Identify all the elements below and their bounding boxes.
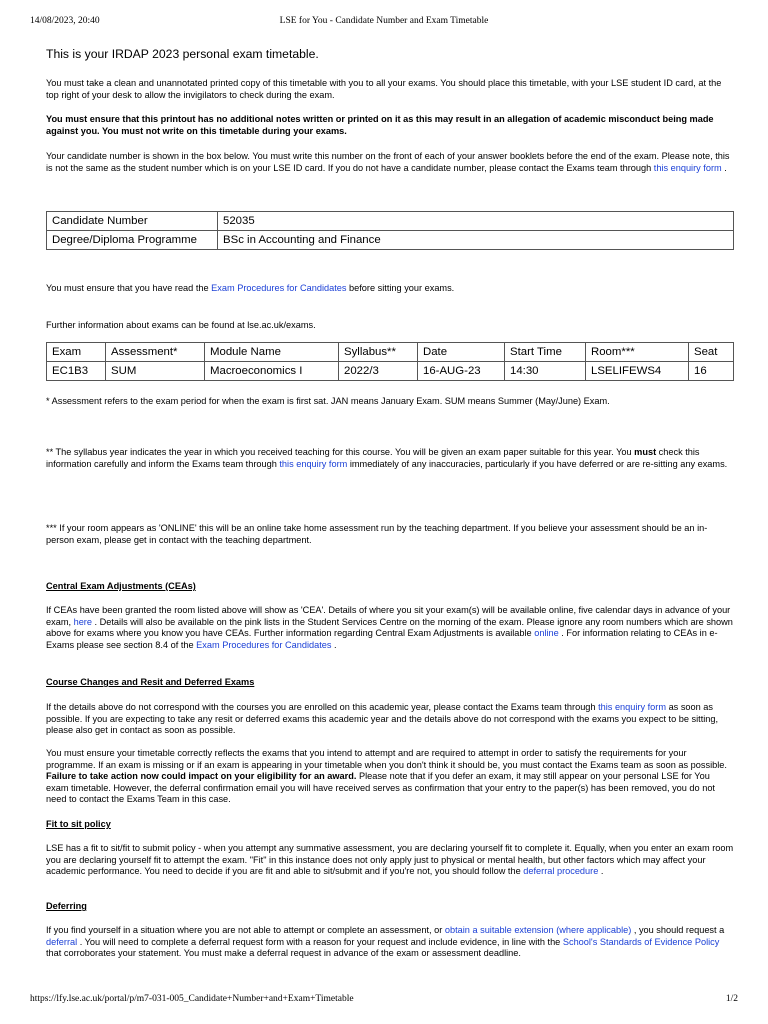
column-header: Seat xyxy=(689,343,734,362)
column-header: Assessment* xyxy=(106,343,205,362)
candidate-number-paragraph: Your candidate number is shown in the box below. You must write this number on the front of each of your answer booklets before the end of the exam. Please note, this is not the same as the student number which is on your LSE ID card. If you do not have a candidate number, please contact the Exams team through this enquiry form . xyxy=(46,151,730,173)
course-changes-heading: Course Changes and Resit and Deferred Exams xyxy=(46,677,255,687)
table-cell: EC1B3 xyxy=(47,362,106,381)
intro-paragraph: You must take a clean and unannotated printed copy of this timetable with you to all your exams. You should place this timetable, with your LSE student ID card, at the top right of your desk to allow the invigilators to check during the exam. xyxy=(46,78,722,100)
column-header: Start Time xyxy=(505,343,586,362)
print-url: https://lfy.lse.ac.uk/portal/p/m7-031-005_Candidate+Number+and+Exam+Timetable xyxy=(30,994,354,1004)
candidate-number-label: Candidate Number xyxy=(47,212,218,231)
cea-heading: Central Exam Adjustments (CEAs) xyxy=(46,581,196,591)
deferring-heading: Deferring xyxy=(46,901,87,911)
cea-online-link[interactable]: online xyxy=(534,628,559,638)
candidate-info-text: Your candidate number is shown in the box below. You must write this number on the front of each of your answer booklets before the end of the exam. Please note, this is not the same as the student number which is on your LSE ID card. If you do not have a candidate number, please contact the Exams team through xyxy=(46,151,730,173)
table-cell: Macroeconomics I xyxy=(205,362,339,381)
table-header-row xyxy=(47,343,734,362)
candidate-table xyxy=(46,211,734,250)
warning-paragraph xyxy=(46,114,734,137)
column-header: Exam xyxy=(47,343,106,362)
print-footer xyxy=(30,994,738,1008)
print-datetime: 14/08/2023, 20:40 xyxy=(30,16,100,26)
exam-procedures-link[interactable]: Exam Procedures for Candidates xyxy=(196,639,332,650)
timetable-reflect-paragraph: You must ensure your timetable correctly reflects the exams that you intend to attempt and are required to attempt in order to satisfy the requirements for your programme. If an exam is missing or if an exam is appearing in your timetable when you don't think it should be, you must contact the Exams team as soon as possible. Failure to take action now could impact on your eligibility for an award. Please note that if you defer an exam, it may still appear on your personal LSE for You exam timetable. However, the deferral confirmation email you will have received serves as confirmation that your entry to the paper(s) has been removed, you do not need to contact the Exams Team in this case. xyxy=(46,748,727,804)
cea-here-link[interactable]: here xyxy=(73,616,92,627)
programme-label: Degree/Diploma Programme xyxy=(47,231,218,250)
table-row xyxy=(47,362,734,381)
fit-to-sit-heading: Fit to sit policy xyxy=(46,819,111,829)
table-cell: 16 xyxy=(689,362,734,381)
table-cell: 2022/3 xyxy=(339,362,418,381)
page-title: This is your IRDAP 2023 personal exam timetable. xyxy=(46,47,319,61)
table-cell: 14:30 xyxy=(505,362,586,381)
exam-timetable-table xyxy=(46,342,734,381)
column-header: Date xyxy=(418,343,505,362)
cea-paragraph: If CEAs have been granted the room listed above will show as 'CEA'. Details of where you sit your exam(s) will be available online, five calendar days in advance of your exam, here . Details will also be available on the pink lists in the Student Services Centre on the morning of the exam. Please ignore any room numbers which are shown above for exams where you know you have CEAs. Further information regarding Central Exam Adjustments is available online . For information relating to CEAs in e-Exams please see section 8.4 of the Exam Procedures for Candidates . xyxy=(46,605,733,650)
table-row xyxy=(47,231,734,250)
syllabus-footnote: ** The syllabus year indicates the year in which you received teaching for this course. You will be given an exam paper suitable for this year. You must check this information carefully and inform the Exams team through this enquiry form immediately of any inaccuracies, particularly if you have deferred or are re-sitting any exams. xyxy=(46,447,728,469)
extension-link[interactable]: obtain a suitable extension (where applicable) xyxy=(444,925,632,935)
table-cell: SUM xyxy=(106,362,205,381)
programme-value: BSc in Accounting and Finance xyxy=(218,231,734,250)
fit-to-sit-paragraph: LSE has a fit to sit/fit to submit policy - when you attempt any summative assessment, you are declaring yourself fit to complete it. Equally, when you enter an exam room you are declaring yourself fit to attempt the exam. "Fit" in this instance does not only apply just to physical or mental health, but other factors which may affect your academic performance. You need to decide if you are fit and able to sit/submit and if you're not, you should follow the deferral procedure . xyxy=(46,843,734,876)
table-cell: LSELIFEWS4 xyxy=(586,362,689,381)
column-header: Module Name xyxy=(205,343,339,362)
enquiry-form-link[interactable]: this enquiry form xyxy=(653,162,722,173)
table-cell: 16-AUG-23 xyxy=(418,362,505,381)
candidate-number-value: 52035 xyxy=(218,212,734,231)
deferral-procedure-link[interactable]: deferral procedure xyxy=(523,866,599,876)
table-row xyxy=(47,212,734,231)
assessment-footnote: * Assessment refers to the exam period for when the exam is first sat. JAN means January Exam. SUM means Summer (May/June) Exam. xyxy=(46,396,610,406)
column-header: Syllabus** xyxy=(339,343,418,362)
exam-procedures-link[interactable]: Exam Procedures for Candidates xyxy=(211,283,347,293)
print-page-number: 1/2 xyxy=(725,994,738,1004)
procedures-paragraph: You must ensure that you have read the Exam Procedures for Candidates before sitting your exams. xyxy=(46,283,455,293)
enquiry-form-link[interactable]: this enquiry form xyxy=(598,702,667,712)
warning-text: You must ensure that this printout has no additional notes written or printed on it as this may result in an allegation of academic misconduct being made against you. You must not write on this timetable during your exams. xyxy=(46,114,714,136)
deferring-paragraph: If you find yourself in a situation where you are not able to attempt or complete an assessment, or obtain a suitable extension (where applicable) , you should request a deferral . You will need to complete a deferral request form with a reason for your request and include evidence, in line with the School's Standards of Evidence Policy that corroborates your statement. You must make a deferral request in advance of the exam or assessment deadline. xyxy=(46,925,725,958)
course-changes-paragraph: If the details above do not correspond with the courses you are enrolled on this academic year, please contact the Exams team through this enquiry form as soon as possible. If you are expecting to take any resit or deferred exams this academic year and the details above do not correspond with the exams you expect to be sitting, please also get in contact as soon as possible. xyxy=(46,702,719,735)
print-header xyxy=(30,16,738,30)
evidence-policy-link[interactable]: School's Standards of Evidence Policy xyxy=(562,936,720,947)
enquiry-form-link[interactable]: this enquiry form xyxy=(279,458,348,469)
deferral-link[interactable]: deferral xyxy=(46,936,78,947)
room-footnote: *** If your room appears as 'ONLINE' this will be an online take home assessment run by the teaching department. If you believe your assessment should be an in-person exam, please get in contact with the teaching department. xyxy=(46,523,708,545)
print-page-title: LSE for You - Candidate Number and Exam Timetable xyxy=(279,16,489,26)
column-header: Room*** xyxy=(586,343,689,362)
further-info-paragraph: Further information about exams can be found at lse.ac.uk/exams. xyxy=(46,320,316,330)
